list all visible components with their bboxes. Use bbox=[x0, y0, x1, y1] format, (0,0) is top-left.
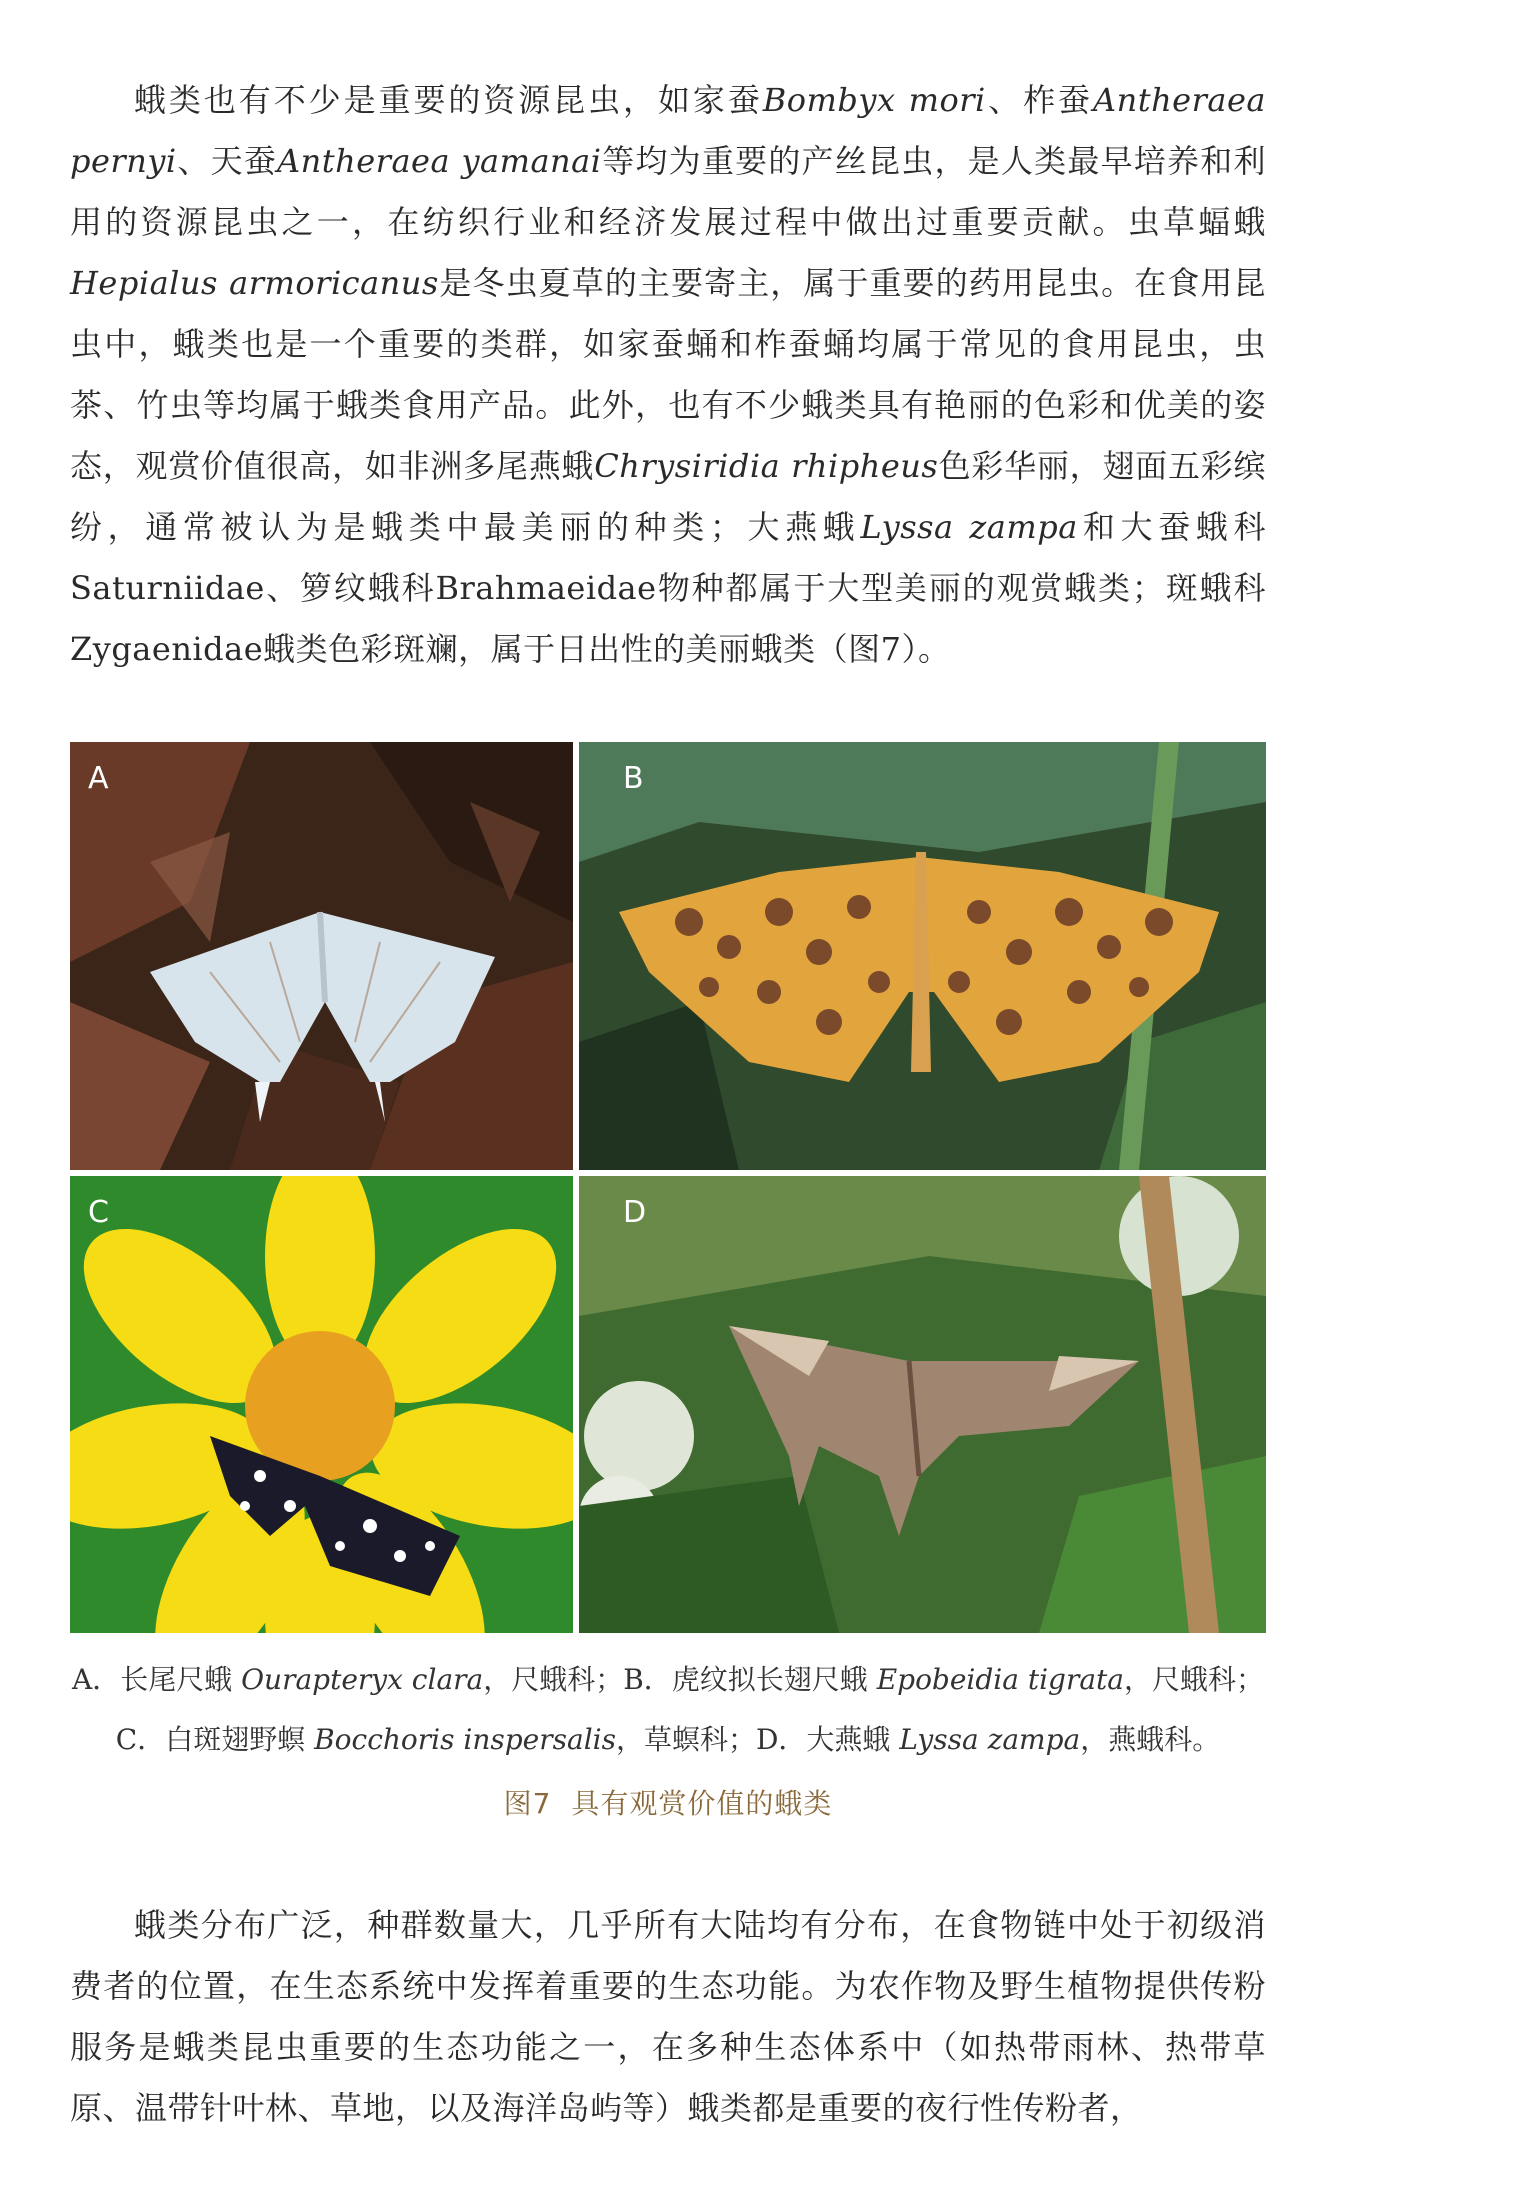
figure-7-photos bbox=[70, 742, 1266, 1633]
moth-photo-a bbox=[70, 742, 573, 1170]
text-run: 蛾类分布广泛，种群数量大，几乎所有大陆均有分布，在食物链中处于初级消费者的位置，在生态系统中发挥着重要的生态功能。为农作物及野生植物提供传粉服务是蛾类昆虫重要的生态功能之一，在多种生态体系中（如热带雨林、热带草原、温带针叶林、草地，以及海洋岛屿等）蛾类都是重要的夜行性传粉者， bbox=[70, 1906, 1266, 2127]
scientific-name: Bombyx mori bbox=[762, 81, 986, 119]
moth-photo-d bbox=[579, 1176, 1266, 1633]
figure-caption-line-1 bbox=[70, 1660, 1266, 1700]
photo-panel-c bbox=[70, 1176, 573, 1633]
moth-photo-b bbox=[579, 742, 1266, 1170]
scientific-name: Antheraea pernyi bbox=[70, 81, 1266, 180]
scientific-name: Lyssa zampa bbox=[899, 1723, 1081, 1756]
scientific-name: Bocchoris inspersalis bbox=[314, 1723, 616, 1756]
text-run: 色彩华丽，翅面五彩缤纷，通常被认为是蛾类中最美丽的种类；大燕蛾 bbox=[70, 447, 1266, 546]
figure-title bbox=[70, 1784, 1266, 1824]
scientific-name: Chrysiridia rhipheus bbox=[594, 447, 939, 485]
text-run: ，燕蛾科。 bbox=[1080, 1723, 1221, 1756]
scientific-name: Lyssa zampa bbox=[860, 508, 1078, 546]
text-run: 、天蚕 bbox=[176, 142, 278, 180]
text-run: ，草螟科；D．大燕蛾 bbox=[615, 1723, 900, 1756]
text-run: 是冬虫夏草的主要寄主，属于重要的药用昆虫。在食用昆虫中，蛾类也是一个重要的类群，如家蚕蛹和柞蚕蛹均属于常见的食用昆虫，虫茶、竹虫等均属于蛾类食用产品。此外，也有不少蛾类具有艳丽的色彩和优美的姿态，观赏价值很高，如非洲多尾燕蛾 bbox=[70, 264, 1266, 485]
text-run: 蛾类也有不少是重要的资源昆虫，如家蚕 bbox=[134, 81, 763, 119]
panel-label-a: A bbox=[88, 761, 109, 796]
photo-panel-b bbox=[579, 742, 1266, 1170]
figure-title-text: 具有观赏价值的蛾类 bbox=[571, 1787, 833, 1820]
text-run: 等均为重要的产丝昆虫，是人类最早培养和利用的资源昆虫之一，在纺织行业和经济发展过程中做出过重要贡献。虫草蝠蛾 bbox=[70, 142, 1266, 241]
figure-number: 图7 bbox=[503, 1787, 552, 1820]
text-run: C．白斑翅野螟 bbox=[115, 1723, 315, 1756]
paragraph-resource-insects bbox=[70, 70, 1266, 680]
text-run: A．长尾尺蛾 bbox=[71, 1663, 242, 1696]
paragraph-ecological-function bbox=[70, 1895, 1266, 2139]
panel-label-d: D bbox=[623, 1195, 647, 1230]
scientific-name: Epobeidia tigrata bbox=[876, 1663, 1124, 1696]
panel-label-b: B bbox=[623, 761, 644, 796]
photo-panel-a bbox=[70, 742, 573, 1170]
text-run: ，尺蛾科；B．虎纹拟长翅尺蛾 bbox=[483, 1663, 877, 1696]
panel-label-c: C bbox=[88, 1195, 109, 1230]
figure-caption-line-2 bbox=[70, 1720, 1266, 1760]
text-run: ，尺蛾科； bbox=[1124, 1663, 1265, 1696]
scientific-name: Ourapteryx clara bbox=[241, 1663, 484, 1696]
scientific-name: Hepialus armoricanus bbox=[70, 264, 439, 302]
text-run: 和大蚕蛾科Saturniidae、箩纹蛾科Brahmaeidae物种都属于大型美丽的观赏蛾类；斑蛾科Zygaenidae蛾类色彩斑斓，属于日出性的美丽蛾类（图7）。 bbox=[70, 508, 1266, 668]
text-run: 、柞蚕 bbox=[985, 81, 1093, 119]
scientific-name: Antheraea yamanai bbox=[277, 142, 602, 180]
moth-photo-c bbox=[70, 1176, 573, 1633]
photo-panel-d bbox=[579, 1176, 1266, 1633]
